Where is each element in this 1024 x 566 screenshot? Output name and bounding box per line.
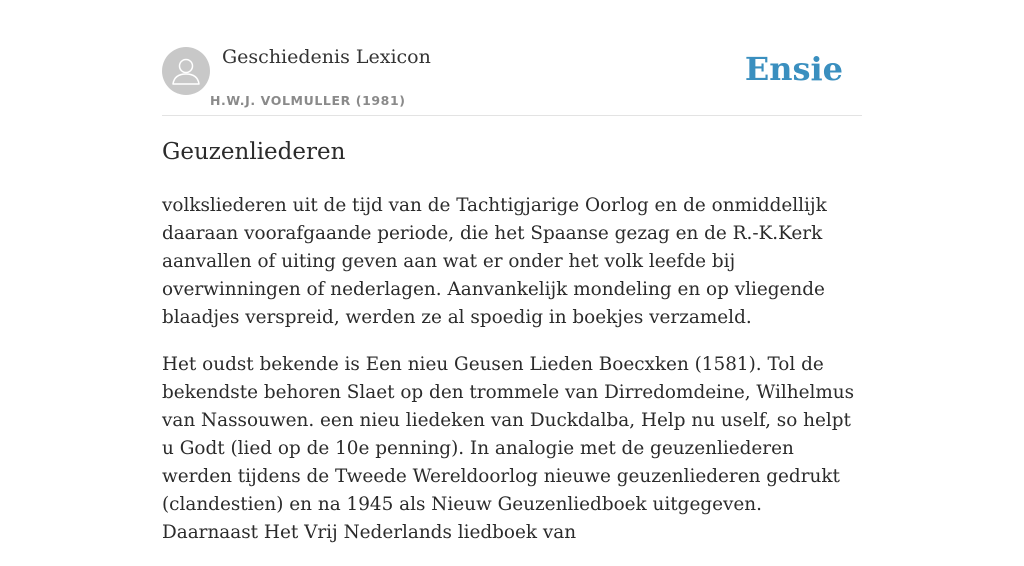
entry-body	[162, 192, 862, 566]
entry-paragraph: Het oudst bekende is Een nieu Geusen Lieden Boecxken (1581). Tol de bekendste behoren Slaet op den trommele van Dirredomdeine, Wilhelmus van Nassouwen. een nieu liedeken van Duckdalba, Help nu uself, so helpt u Godt (lied op de 10e penning). In analogie met de geuzenliederen werden tijdens de Tweede Wereldoorlog nieuwe geuzenliederen gedrukt (clandestien) en na 1945 als Nieuw Geuzenliedboek uitgegeven. Daarnaast Het Vrij Nederlands liedboek van	[162, 354, 855, 543]
source-header	[162, 0, 862, 116]
source-title[interactable]: Geschiedenis Lexicon	[222, 46, 431, 68]
ensie-logo[interactable]: Ensie	[744, 50, 843, 88]
entry-paragraph: volksliederen uit de tijd van de Tachtigjarige Oorlog en de onmiddellijk daaraan voorafgaande periode, die het Spaanse gezag en de R.-K.Kerk aanvallen of uiting geven aan wat er onder het volk leefde bij overwinningen of nederlagen. Aanvankelijk mondeling en op vliegende blaadjes verspreid, werden ze al spoedig in boekjes verzameld.	[162, 195, 827, 328]
page-title: Geuzenliederen	[162, 139, 346, 165]
user-icon	[162, 47, 210, 95]
page-container	[162, 0, 862, 543]
source-author[interactable]: H.W.J. VOLMULLER (1981)	[210, 93, 406, 108]
avatar[interactable]	[162, 47, 210, 95]
